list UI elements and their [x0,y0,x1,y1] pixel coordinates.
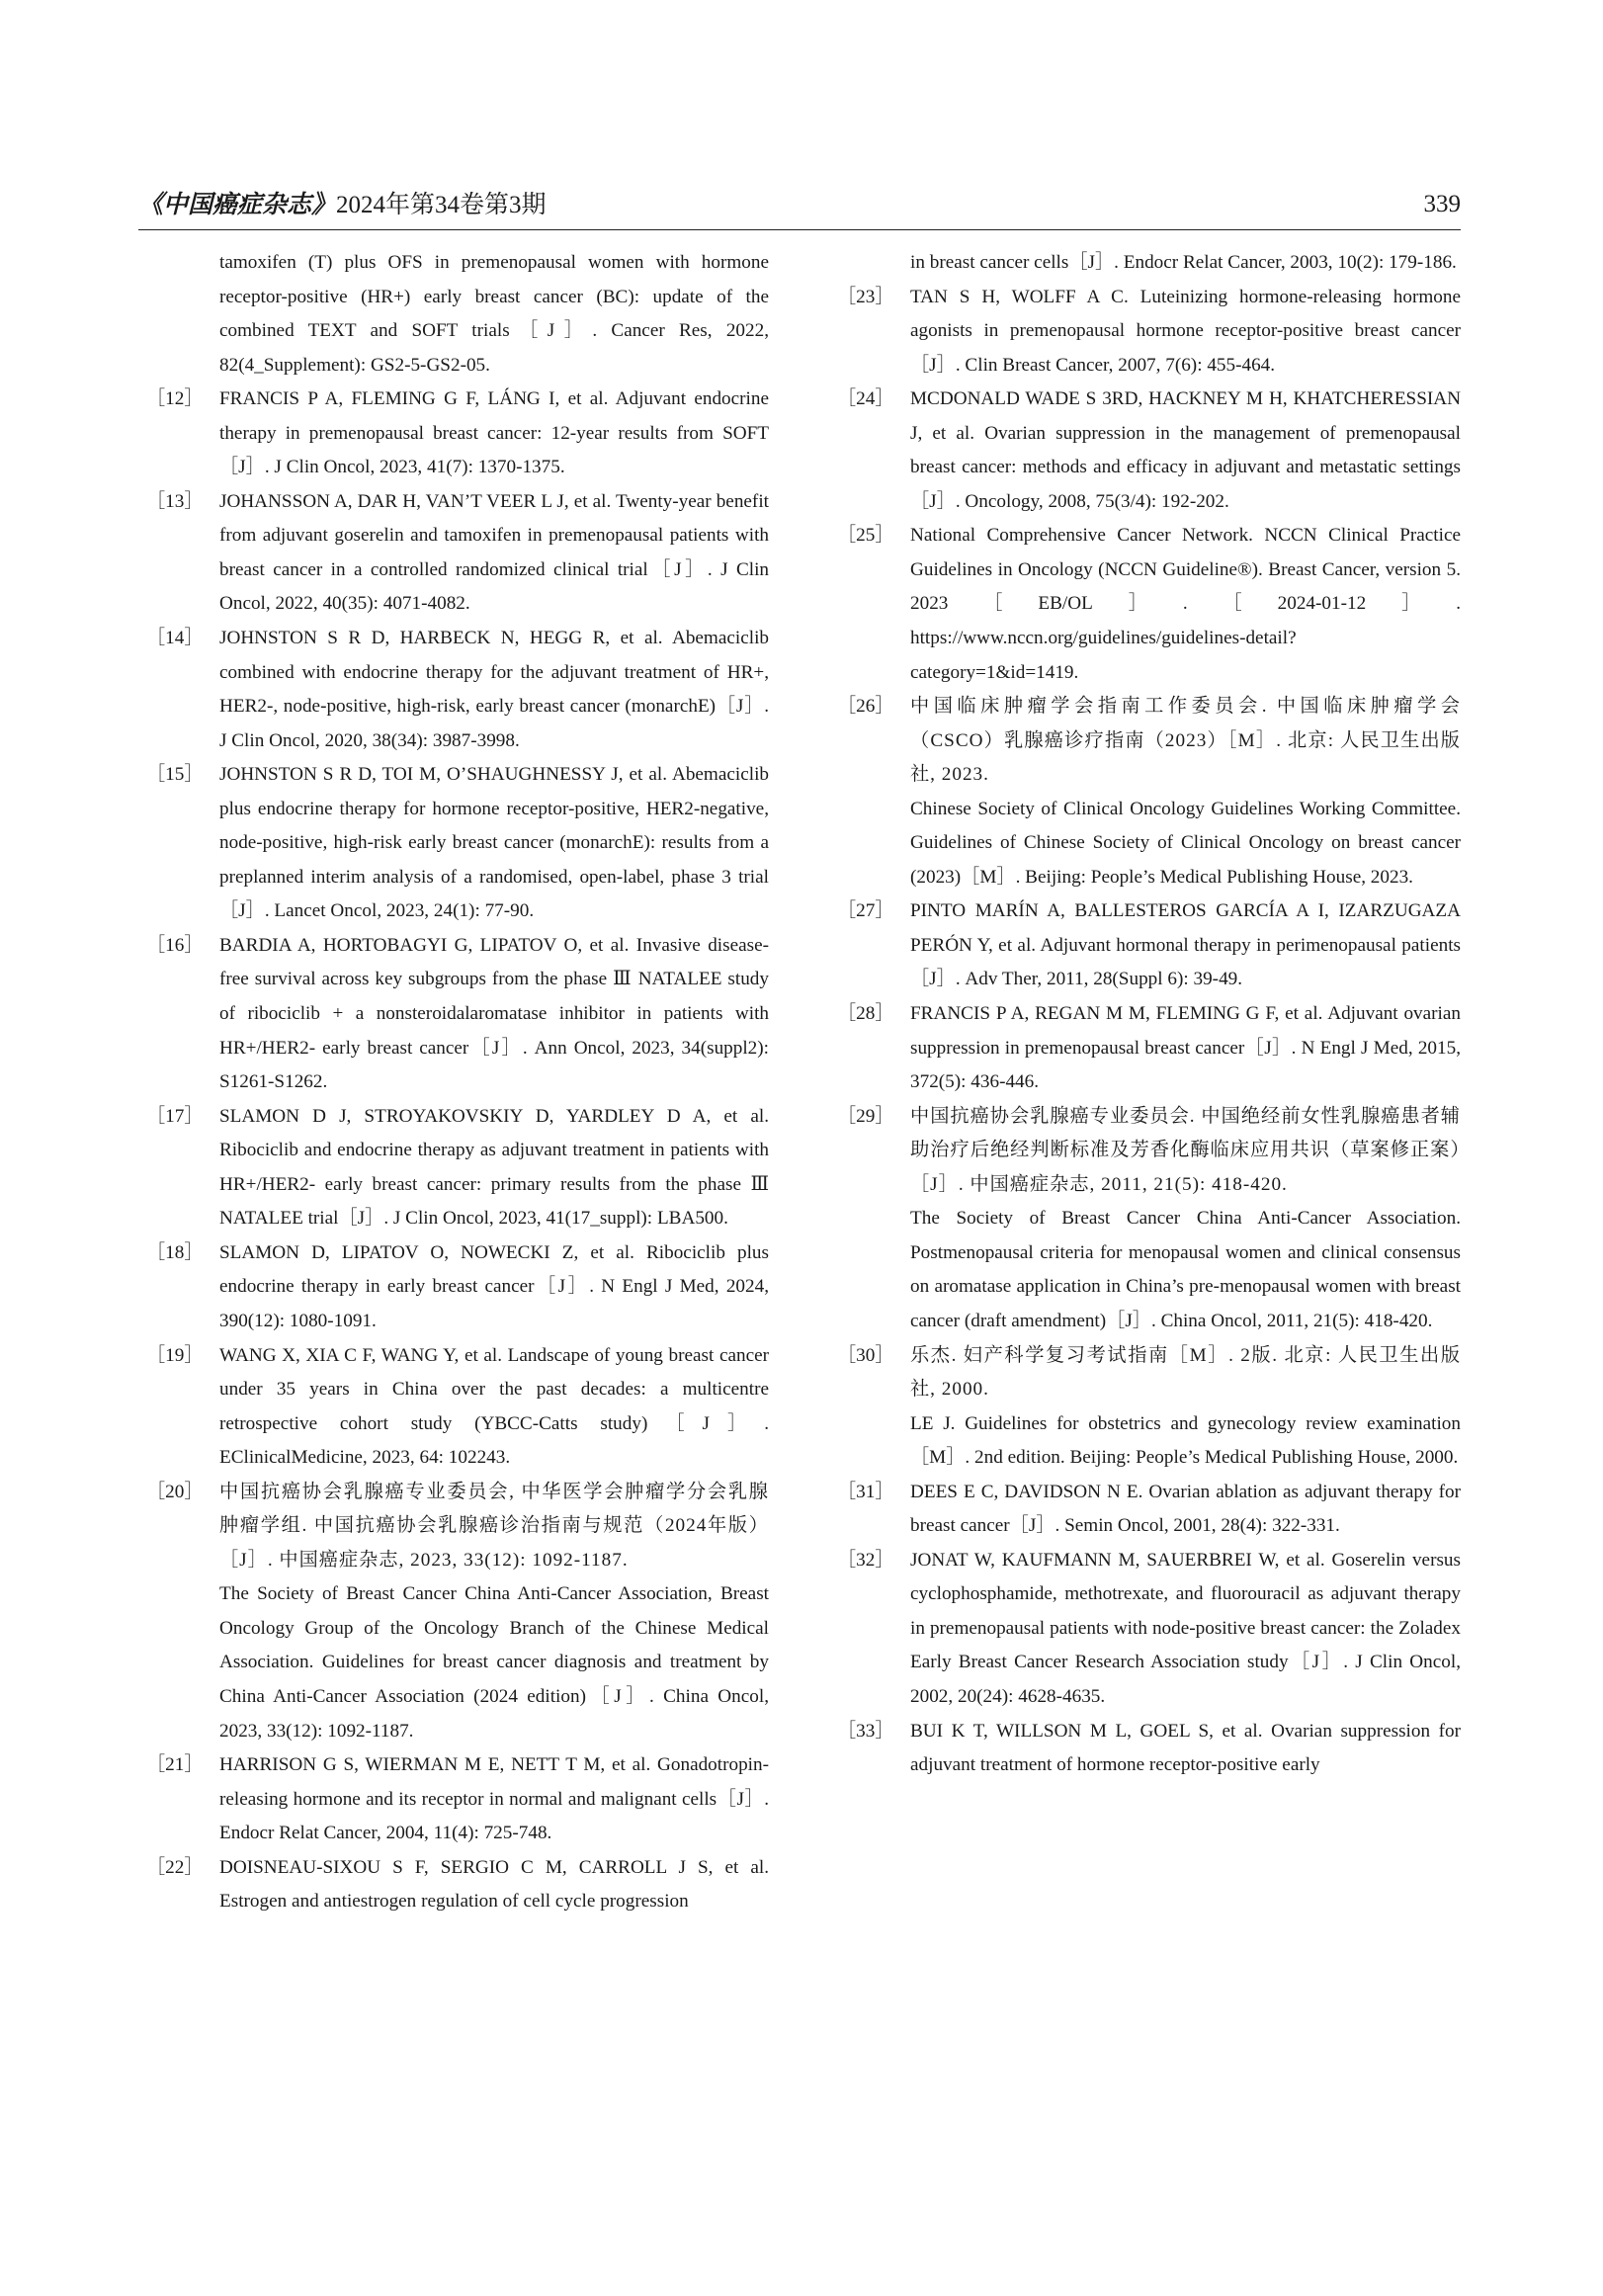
journal-name: 《中国癌症杂志》 [138,190,337,218]
reference-item [837,519,1461,690]
reference-number: ［12］ [146,388,204,410]
reference-item [837,1476,1461,1544]
reference-item [837,281,1461,383]
reference-number: ［27］ [837,900,894,922]
reference-item [837,690,1461,894]
reference-text: JOHNSTON S R D, HARBECK N, HEGG R, et al. Abemaciclib combined with endocrine therapy for the adjuvant treatment of HR+, HER2-, node-positive, high-risk, early breast cancer (monarchE)［J］. J Clin Oncol, 2020, 38(34): 3987-3998. [219,628,769,751]
reference-text: 乐杰. 妇产科学复习考试指南［M］. 2版. 北京: 人民卫生出版社, 2000. [910,1344,1461,1401]
reference-number: ［31］ [837,1481,894,1502]
reference-text: FRANCIS P A, REGAN M M, FLEMING G F, et al. Adjuvant ovarian suppression in premenopausal breast cancer［J］. N Engl J Med, 2015, 372(5): 436-446. [910,1003,1461,1093]
journal-citation [138,190,547,220]
reference-item [146,246,769,383]
reference-item [146,1236,769,1339]
reference-item [837,997,1461,1100]
reference-item [146,1851,769,1919]
reference-column-right [837,246,1461,1783]
reference-number: ［24］ [837,388,894,410]
reference-number: ［17］ [146,1105,204,1127]
reference-number: ［22］ [146,1856,204,1878]
reference-number: ［20］ [146,1481,204,1502]
reference-translation: LE J. Guidelines for obstetrics and gynecology review examination［M］. 2nd edition. Beijing: People’s Medical Publishing House, 2000. [910,1412,1461,1469]
reference-number: ［29］ [837,1105,894,1127]
reference-item [837,1339,1461,1476]
page-number: 339 [1423,191,1461,217]
reference-text: MCDONALD WADE S 3RD, HACKNEY M H, KHATCHERESSIAN J, et al. Ovarian suppression in the management of premenopausal breast cancer: methods and efficacy in adjuvant and metastatic settings［J］. Oncology, 2008, 75(3/4): 192-202. [910,388,1461,512]
reference-item [837,246,1461,281]
reference-text: FRANCIS P A, FLEMING G F, LÁNG I, et al. Adjuvant endocrine therapy in premenopausal breast cancer: 12-year results from SOFT［J］. J Clin Oncol, 2023, 41(7): 1370-1375. [219,388,769,478]
running-header [138,190,1461,230]
reference-item [146,383,769,485]
reference-text: 中国临床肿瘤学会指南工作委员会. 中国临床肿瘤学会（CSCO）乳腺癌诊疗指南（2023）［M］. 北京: 人民卫生出版社, 2023. [910,696,1461,786]
reference-text: WANG X, XIA C F, WANG Y, et al. Landscape of young breast cancer under 35 years in China over the past decades: a multicentre retrospective cohort study (YBCC-Catts study)［J］. EClinicalMedicine, 2023, 64: 102243. [219,1344,769,1469]
reference-item [146,1339,769,1476]
reference-text: National Comprehensive Cancer Network. NCCN Clinical Practice Guidelines in Oncology (NCCN Guideline®). Breast Cancer, version 5. 2023［EB/OL］.［2024-01-12］. https://www.nccn.org/guidelines/guidelines-detail?category=1&id=1419. [910,525,1461,683]
reference-number: ［13］ [146,490,204,512]
reference-translation: Chinese Society of Clinical Oncology Guidelines Working Committee. Guidelines of Chinese Society of Clinical Oncology on breast cancer (2023)［M］. Beijing: People’s Medical Publishing House, 2023. [910,798,1461,888]
reference-number: ［16］ [146,934,204,956]
reference-translation: The Society of Breast Cancer China Anti-Cancer Association. Postmenopausal criteria for menopausal women and clinical consensus on aromatase application in China’s pre-menopausal women with breast cancer (draft amendment)［J］. China Oncol, 2011, 21(5): 418-420. [910,1208,1461,1331]
reference-number: ［19］ [146,1344,204,1366]
reference-text: 中国抗癌协会乳腺癌专业委员会, 中华医学会肿瘤学分会乳腺肿瘤学组. 中国抗癌协会乳腺癌诊治指南与规范（2024年版）［J］. 中国癌症杂志, 2023, 33(12): 1092-1187. [219,1481,769,1571]
reference-text: DOISNEAU-SIXOU S F, SERGIO C M, CARROLL J S, et al. Estrogen and antiestrogen regulation of cell cycle progression [219,1856,769,1913]
reference-number: ［21］ [146,1754,204,1776]
reference-number: ［26］ [837,696,894,718]
reference-text: SLAMON D J, STROYAKOVSKIY D, YARDLEY D A, et al. Ribociclib and endocrine therapy as adjuvant treatment in patients with HR+/HER2- early breast cancer: primary results from the phase Ⅲ NATALEE trial［J］. J Clin Oncol, 2023, 41(17_suppl): LBA500. [219,1105,769,1230]
reference-number: ［15］ [146,764,204,786]
reference-item [146,1100,769,1236]
reference-number: ［25］ [837,525,894,547]
reference-text: BARDIA A, HORTOBAGYI G, LIPATOV O, et al. Invasive disease-free survival across key subgroups from the phase Ⅲ NATALEE study of ribociclib + a nonsteroidalaromatase inhibitor in patients with HR+/HER2- early breast cancer［J］. Ann Oncol, 2023, 34(suppl2): S1261-S1262. [219,934,769,1093]
reference-number: ［32］ [837,1549,894,1571]
reference-number: ［18］ [146,1241,204,1263]
reference-item [146,622,769,758]
reference-number: ［28］ [837,1003,894,1025]
reference-text: JOHANSSON A, DAR H, VAN’T VEER L J, et al. Twenty-year benefit from adjuvant goserelin and tamoxifen in premenopausal patients with breast cancer in a controlled randomized clinical trial［J］. J Clin Oncol, 2022, 40(35): 4071-4082. [219,490,769,615]
reference-text: DEES E C, DAVIDSON N E. Ovarian ablation as adjuvant therapy for breast cancer［J］. Semin Oncol, 2001, 28(4): 322-331. [910,1481,1461,1537]
reference-text: BUI K T, WILLSON M L, GOEL S, et al. Ovarian suppression for adjuvant treatment of hormone receptor-positive early [910,1720,1461,1776]
reference-text: SLAMON D, LIPATOV O, NOWECKI Z, et al. Ribociclib plus endocrine therapy in early breast cancer［J］. N Engl J Med, 2024, 390(12): 1080-1091. [219,1241,769,1331]
issue-info: 2024年第34卷第3期 [336,192,547,218]
reference-item [837,894,1461,997]
reference-item [146,1476,769,1748]
reference-number: ［14］ [146,628,204,649]
reference-number: ［23］ [837,286,894,307]
reference-item [146,929,769,1100]
reference-text: PINTO MARÍN A, BALLESTEROS GARCÍA A I, IZARZUGAZA PERÓN Y, et al. Adjuvant hormonal therapy in perimenopausal patients［J］. Adv Ther, 2011, 28(Suppl 6): 39-49. [910,900,1461,990]
reference-number: ［30］ [837,1344,894,1366]
reference-text: JOHNSTON S R D, TOI M, O’SHAUGHNESSY J, et al. Abemaciclib plus endocrine therapy for hormone receptor-positive, HER2-negative, node-positive, high-risk early breast cancer (monarchE): results from a preplanned interim analysis of a randomised, open-label, phase 3 trial［J］. Lancet Oncol, 2023, 24(1): 77-90. [219,764,769,922]
reference-text: TAN S H, WOLFF A C. Luteinizing hormone-releasing hormone agonists in premenopausal hormone receptor-positive breast cancer［J］. Clin Breast Cancer, 2007, 7(6): 455-464. [910,286,1461,376]
reference-item [837,1544,1461,1715]
reference-item [146,758,769,929]
reference-item [837,1100,1461,1339]
reference-item [837,1715,1461,1783]
reference-column-left [146,246,769,1919]
reference-text: in breast cancer cells［J］. Endocr Relat Cancer, 2003, 10(2): 179-186. [910,252,1457,273]
reference-number: ［33］ [837,1720,894,1742]
reference-text: JONAT W, KAUFMANN M, SAUERBREI W, et al. Goserelin versus cyclophosphamide, methotrexate, and fluorouracil as adjuvant therapy in premenopausal patients with node-positive breast cancer: the Zoladex Early Breast Cancer Research Association study［J］. J Clin Oncol, 2002, 20(24): 4628-4635. [910,1549,1461,1707]
reference-item [146,485,769,622]
reference-text: tamoxifen (T) plus OFS in premenopausal women with hormone receptor-positive (HR+) early breast cancer (BC): update of the combined TEXT and SOFT trials［J］. Cancer Res, 2022, 82(4_Supplement): GS2-5-GS2-05. [219,252,769,376]
reference-text: 中国抗癌协会乳腺癌专业委员会. 中国绝经前女性乳腺癌患者辅助治疗后绝经判断标准及芳香化酶临床应用共识（草案修正案）［J］. 中国癌症杂志, 2011, 21(5): 418-420. [910,1105,1461,1195]
reference-text: HARRISON G S, WIERMAN M E, NETT T M, et al. Gonadotropin-releasing hormone and its receptor in normal and malignant cells［J］. Endocr Relat Cancer, 2004, 11(4): 725-748. [219,1754,769,1844]
reference-translation: The Society of Breast Cancer China Anti-Cancer Association, Breast Oncology Group of the Oncology Branch of the Chinese Medical Association. Guidelines for breast cancer diagnosis and treatment by China Anti-Cancer Association (2024 edition)［J］. China Oncol, 2023, 33(12): 1092-1187. [219,1583,769,1742]
reference-item [837,383,1461,519]
reference-item [146,1748,769,1851]
